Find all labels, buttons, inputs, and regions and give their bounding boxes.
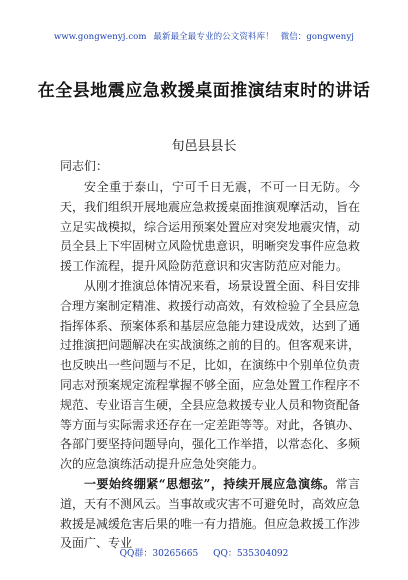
site-slogan: 最新最全最专业的公文资料库！ bbox=[153, 32, 274, 42]
page-footer bbox=[0, 546, 408, 559]
body-paragraph-3 bbox=[60, 475, 360, 554]
body-paragraph-1: 安全重于泰山，宁可千日无震，不可一日无防。今天，我们组织开展地震应急救援桌面推演观摩活动，旨在立足实战模拟，综合运用预案处置应对突发地震灾情，动员全县上下牢固树立风险忧患意识，明晰突发事件应急救援工作流程，提升风险防范意识和灾害防范应对能力。 bbox=[60, 180, 361, 274]
body-paragraph-2: 从刚才推演总体情况来看，场景设置全面、科目安排合理方案制定精准、救援行动高效，有效检验了全县应急指挥体系、预案体系和基层应急能力建设成效，达到了通过推演把问题解决在实战演练之前的目的。但客观来讲，也反映出一些问题与不足，比如，在演练中个别单位负责同志对预案规定流程掌握不够全面，应急处置工作程序不规范、专业语言生硬，全县应急救援专业人员和物资配备等方面与实际需求还存在一定差距等等。对此，各镇办、各部门要坚持问题导向，强化工作举措，以常态化、多频次的应急演练活动提升应急处突能力。 bbox=[60, 278, 361, 472]
document-title: 在全县地震应急救援桌面推演结束时的讲话 bbox=[37, 81, 371, 101]
wechat-id: 微信：gongwenyj bbox=[280, 32, 354, 42]
qq-number: QQ：535304092 bbox=[213, 549, 289, 559]
site-url-link[interactable]: www.gongwenyj.com bbox=[54, 32, 147, 42]
salutation: 同志们： bbox=[60, 159, 109, 173]
document-body bbox=[60, 178, 360, 554]
paragraph-text: 常言道，天有不测风云。当事故或灾害不可避免时，高效应急救援是减缓危害后果的唯一有力措施。但应急救援工作涉及面广、专业 bbox=[60, 476, 361, 551]
qq-group: QQ群：30265665 bbox=[119, 549, 199, 559]
paragraph-heading-bold: 一要始终绷紧“思想弦”，持续开展应急演练。 bbox=[84, 476, 336, 491]
site-header bbox=[0, 30, 408, 42]
author-line: 旬邑县县长 bbox=[171, 139, 237, 154]
